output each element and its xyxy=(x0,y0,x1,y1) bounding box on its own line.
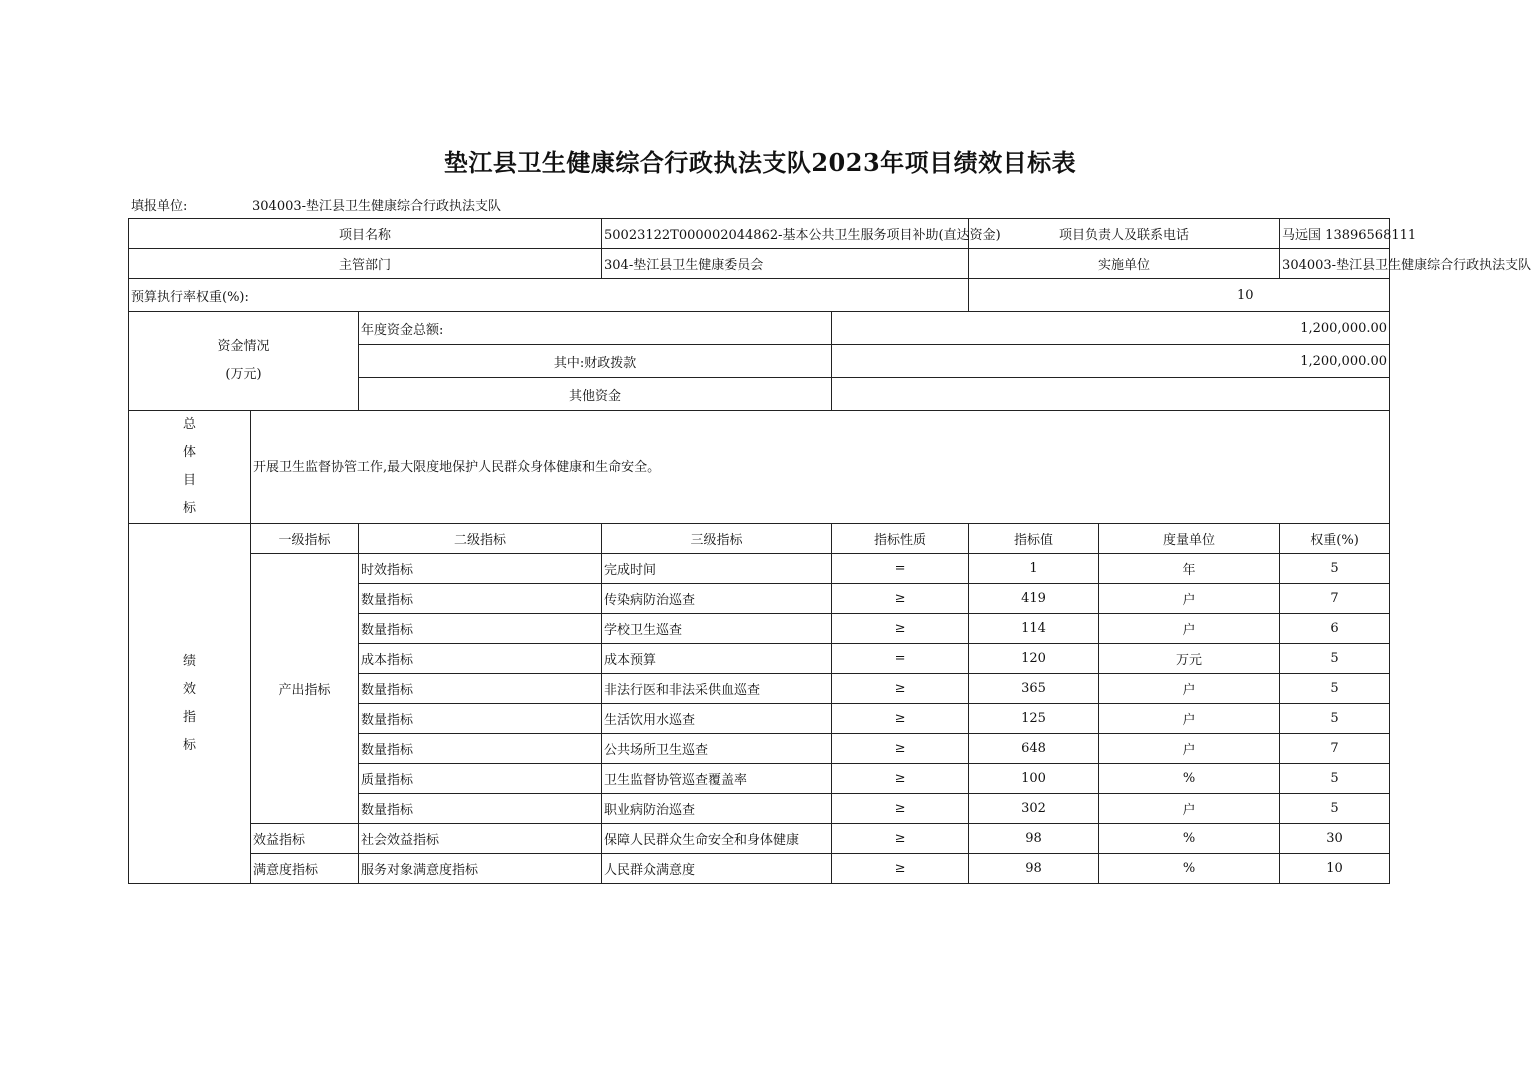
funds-total-value: 1,200,000.00 xyxy=(832,312,1390,345)
value-cell: 125 xyxy=(969,704,1099,734)
unit-cell: 户 xyxy=(1099,704,1280,734)
goal-label-char: 体 xyxy=(182,445,196,460)
level3-cell: 学校卫生巡查 xyxy=(602,614,832,644)
funds-label-line1: 资金情况 xyxy=(217,339,270,354)
weight-cell: 5 xyxy=(1280,644,1390,674)
row-funds-total xyxy=(129,312,1390,345)
column-header: 指标性质 xyxy=(832,524,969,554)
level2-cell: 数量指标 xyxy=(359,614,602,644)
nature-cell: ≥ xyxy=(832,704,969,734)
goal-label xyxy=(129,411,251,524)
indicators-label-char: 指 xyxy=(182,709,196,725)
unit-cell: 户 xyxy=(1099,794,1280,824)
weight-cell: 30 xyxy=(1280,824,1390,854)
value-cell: 114 xyxy=(969,614,1099,644)
funds-fiscal-value: 1,200,000.00 xyxy=(832,345,1390,378)
funds-total-label: 年度资金总额: xyxy=(359,312,832,345)
contact-label: 项目负责人及联系电话 xyxy=(969,219,1280,249)
indicators-label-char: 效 xyxy=(182,681,196,697)
value-cell: 98 xyxy=(969,854,1099,884)
level3-cell: 完成时间 xyxy=(602,554,832,584)
indicator-header-row xyxy=(129,524,1390,554)
row-overall-goal xyxy=(129,411,1390,524)
nature-cell: ≥ xyxy=(832,734,969,764)
row-budget-weight xyxy=(129,279,1390,312)
filler-value: 304003-垫江县卫生健康综合行政执法支队 xyxy=(252,199,502,214)
budget-weight-label: 预算执行率权重(%): xyxy=(129,279,969,312)
level2-cell: 数量指标 xyxy=(359,674,602,704)
row-project-name xyxy=(129,219,1390,249)
level2-cell: 数量指标 xyxy=(359,794,602,824)
contact-value: 马远国 13896568111 xyxy=(1280,219,1390,249)
nature-cell: ≥ xyxy=(832,674,969,704)
weight-cell: 5 xyxy=(1280,764,1390,794)
level1-cell: 产出指标 xyxy=(251,554,359,824)
dept-label: 主管部门 xyxy=(129,249,602,279)
unit-cell: % xyxy=(1099,854,1280,884)
level1-cell: 满意度指标 xyxy=(251,854,359,884)
weight-cell: 5 xyxy=(1280,704,1390,734)
funds-other-label: 其他资金 xyxy=(359,378,832,411)
nature-cell: ≥ xyxy=(832,584,969,614)
row-department xyxy=(129,249,1390,279)
value-cell: 648 xyxy=(969,734,1099,764)
column-header: 一级指标 xyxy=(251,524,359,554)
level2-cell: 质量指标 xyxy=(359,764,602,794)
indicators-label-char: 标 xyxy=(182,737,196,753)
level3-cell: 传染病防治巡查 xyxy=(602,584,832,614)
weight-cell: 5 xyxy=(1280,554,1390,584)
funds-label xyxy=(129,312,359,411)
weight-cell: 5 xyxy=(1280,794,1390,824)
filler-unit xyxy=(131,195,502,214)
budget-weight-value: 10 xyxy=(969,279,1390,312)
page-title: 垫江县卫生健康综合行政执法支队2023年项目绩效目标表 xyxy=(443,148,1077,177)
unit-cell: % xyxy=(1099,824,1280,854)
level3-cell: 生活饮用水巡查 xyxy=(602,704,832,734)
performance-table xyxy=(128,218,1531,884)
level3-cell: 公共场所卫生巡查 xyxy=(602,734,832,764)
unit-cell: 户 xyxy=(1099,734,1280,764)
column-header: 指标值 xyxy=(969,524,1099,554)
goal-label-char: 标 xyxy=(182,501,196,516)
column-header: 二级指标 xyxy=(359,524,602,554)
filler-label: 填报单位: xyxy=(131,199,188,214)
unit-cell: 年 xyxy=(1099,554,1280,584)
level3-cell: 人民群众满意度 xyxy=(602,854,832,884)
nature-cell: = xyxy=(832,644,969,674)
goal-label-char: 总 xyxy=(182,417,196,432)
project-name-value: 50023122T000002044862-基本公共卫生服务项目补助(直达资金) xyxy=(602,219,969,249)
unit-cell: 户 xyxy=(1099,614,1280,644)
weight-cell: 7 xyxy=(1280,584,1390,614)
indicators-label xyxy=(129,524,251,884)
weight-cell: 7 xyxy=(1280,734,1390,764)
value-cell: 120 xyxy=(969,644,1099,674)
value-cell: 302 xyxy=(969,794,1099,824)
project-name-label: 项目名称 xyxy=(129,219,602,249)
unit-cell: 万元 xyxy=(1099,644,1280,674)
value-cell: 1 xyxy=(969,554,1099,584)
value-cell: 419 xyxy=(969,584,1099,614)
level3-cell: 卫生监督协管巡查覆盖率 xyxy=(602,764,832,794)
value-cell: 365 xyxy=(969,674,1099,704)
unit-cell: 户 xyxy=(1099,584,1280,614)
level1-cell: 效益指标 xyxy=(251,824,359,854)
weight-cell: 5 xyxy=(1280,674,1390,704)
level2-cell: 数量指标 xyxy=(359,734,602,764)
impl-label: 实施单位 xyxy=(969,249,1280,279)
funds-other-value xyxy=(832,378,1390,411)
level2-cell: 时效指标 xyxy=(359,554,602,584)
unit-cell: 户 xyxy=(1099,674,1280,704)
level2-cell: 社会效益指标 xyxy=(359,824,602,854)
column-header: 度量单位 xyxy=(1099,524,1280,554)
indicator-row xyxy=(129,554,1390,584)
weight-cell: 6 xyxy=(1280,614,1390,644)
level2-cell: 服务对象满意度指标 xyxy=(359,854,602,884)
level3-cell: 成本预算 xyxy=(602,644,832,674)
funds-fiscal-label: 其中:财政拨款 xyxy=(359,345,832,378)
level2-cell: 成本指标 xyxy=(359,644,602,674)
dept-value: 304-垫江县卫生健康委员会 xyxy=(602,249,969,279)
weight-cell: 10 xyxy=(1280,854,1390,884)
level2-cell: 数量指标 xyxy=(359,584,602,614)
value-cell: 98 xyxy=(969,824,1099,854)
level3-cell: 职业病防治巡查 xyxy=(602,794,832,824)
unit-cell: % xyxy=(1099,764,1280,794)
column-header: 三级指标 xyxy=(602,524,832,554)
column-header: 权重(%) xyxy=(1280,524,1390,554)
nature-cell: ≥ xyxy=(832,854,969,884)
indicator-row xyxy=(129,854,1390,884)
goal-label-char: 目 xyxy=(182,473,196,488)
goal-text: 开展卫生监督协管工作,最大限度地保护人民群众身体健康和生命安全。 xyxy=(251,411,1390,524)
nature-cell: ≥ xyxy=(832,824,969,854)
impl-value: 304003-垫江县卫生健康综合行政执法支队 xyxy=(1280,249,1390,279)
indicator-row xyxy=(129,824,1390,854)
value-cell: 100 xyxy=(969,764,1099,794)
nature-cell: ≥ xyxy=(832,794,969,824)
level3-cell: 非法行医和非法采供血巡查 xyxy=(602,674,832,704)
nature-cell: = xyxy=(832,554,969,584)
funds-label-line2: (万元) xyxy=(225,367,262,382)
level2-cell: 数量指标 xyxy=(359,704,602,734)
level3-cell: 保障人民群众生命安全和身体健康 xyxy=(602,824,832,854)
nature-cell: ≥ xyxy=(832,614,969,644)
nature-cell: ≥ xyxy=(832,764,969,794)
indicators-label-char: 绩 xyxy=(182,653,196,669)
